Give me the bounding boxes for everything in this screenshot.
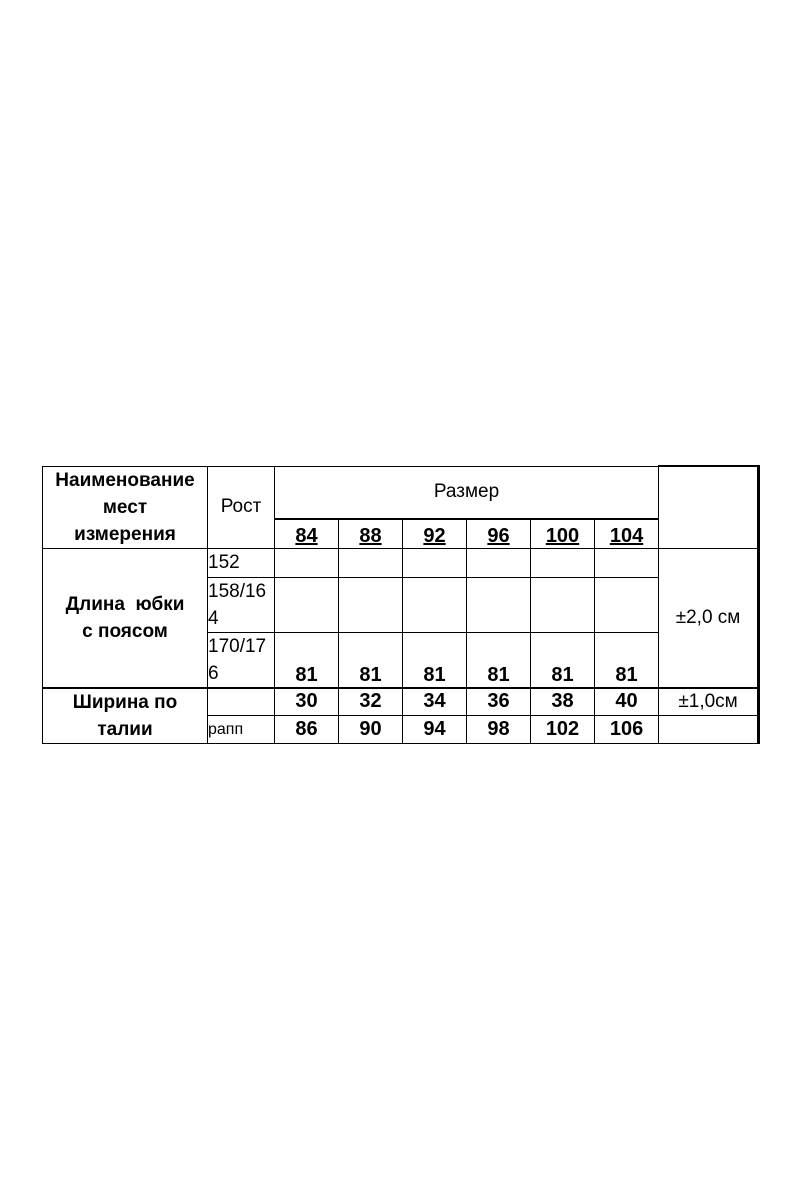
size-96: 96 <box>467 519 531 548</box>
empty-cell <box>467 577 531 632</box>
empty-cell <box>595 577 659 632</box>
size-88: 88 <box>339 519 403 548</box>
empty-cell <box>339 577 403 632</box>
skirt-length-value-88: 81 <box>339 632 403 688</box>
empty-cell <box>403 548 467 577</box>
skirt-length-label-line1: Длина юбки <box>65 593 185 615</box>
empty-cell <box>275 577 339 632</box>
waist-width-value-92: 34 <box>403 688 467 716</box>
relaxed-value-100: 102 <box>531 716 595 744</box>
empty-cell <box>467 548 531 577</box>
waist-width-label-line2: талии <box>97 718 153 740</box>
waist-width-label-line1: Ширина по <box>72 691 178 713</box>
height-158-164: 158/164 <box>208 577 275 632</box>
empty-cell <box>531 577 595 632</box>
relaxed-value-104: 106 <box>595 716 659 744</box>
measurement-name-header-line1: Наименование <box>55 469 195 491</box>
skirt-length-value-104: 81 <box>595 632 659 688</box>
skirt-length-label-line2: с поясом <box>82 620 168 642</box>
height-170-176: 170/176 <box>208 632 275 688</box>
empty-cell <box>403 577 467 632</box>
empty-cell <box>595 548 659 577</box>
measurement-name-header-line2: мест <box>102 496 148 518</box>
relaxed-value-88: 90 <box>339 716 403 744</box>
measurement-name-header <box>43 466 208 548</box>
waist-width-value-88: 32 <box>339 688 403 716</box>
skirt-length-value-84: 81 <box>275 632 339 688</box>
empty-cell <box>339 548 403 577</box>
size-100: 100 <box>531 519 595 548</box>
empty-cell <box>208 688 275 716</box>
relaxed-value-96: 98 <box>467 716 531 744</box>
height-header: Рост <box>208 466 275 548</box>
height-152: 152 <box>208 548 275 577</box>
relaxed-value-84: 86 <box>275 716 339 744</box>
empty-cell <box>275 548 339 577</box>
skirt-length-value-100: 81 <box>531 632 595 688</box>
size-chart-table <box>42 465 760 744</box>
size-104: 104 <box>595 519 659 548</box>
skirt-length-value-96: 81 <box>467 632 531 688</box>
size-header: Размер <box>275 466 659 519</box>
waist-width-tolerance: ±1,0см <box>659 688 759 716</box>
size-92: 92 <box>403 519 467 548</box>
waist-width-value-96: 36 <box>467 688 531 716</box>
size-84: 84 <box>275 519 339 548</box>
waist-width-label <box>43 688 208 744</box>
empty-cell <box>531 548 595 577</box>
relaxed-value-92: 94 <box>403 716 467 744</box>
empty-cell <box>659 716 759 744</box>
relaxed-label: рапп <box>208 716 275 744</box>
waist-width-value-84: 30 <box>275 688 339 716</box>
measurement-name-header-line3: измерения <box>74 523 176 545</box>
skirt-length-tolerance: ±2,0 см <box>659 548 759 688</box>
tolerance-header-empty <box>659 466 759 548</box>
skirt-length-label <box>43 548 208 688</box>
waist-width-value-104: 40 <box>595 688 659 716</box>
waist-width-value-100: 38 <box>531 688 595 716</box>
skirt-length-value-92: 81 <box>403 632 467 688</box>
